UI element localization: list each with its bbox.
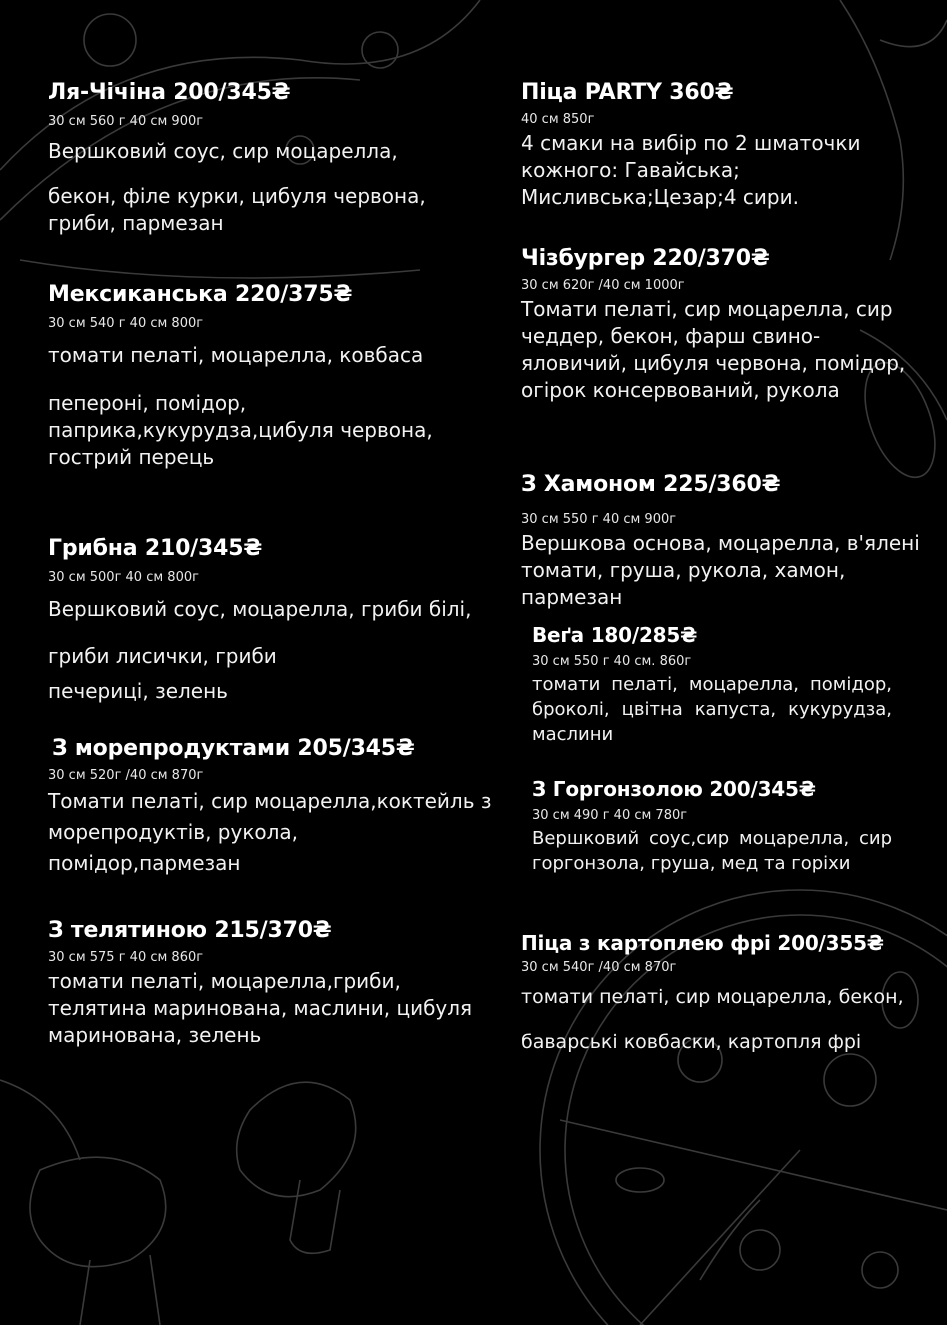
item-title: З Хамоном 225/360₴ bbox=[521, 472, 781, 497]
description-line: телятина маринована, маслини, цибуля bbox=[48, 996, 473, 1020]
description-line: томати пелаті, сир моцарелла, бекон, bbox=[521, 986, 904, 1008]
description-line: пармезан bbox=[521, 585, 623, 609]
description-line: Томати пелаті, сир моцарелла,коктейль з bbox=[48, 789, 492, 813]
item-size: 30 см 560 г 40 см 900г bbox=[48, 114, 204, 129]
item-size: 40 см 850г bbox=[521, 112, 595, 127]
description-line: томати пелаті, моцарелла, ковбаса bbox=[48, 343, 424, 367]
item-size: 30 см 490 г 40 см 780г bbox=[532, 808, 688, 823]
item-title: З Горгонзолою 200/345₴ bbox=[532, 777, 816, 801]
item-description bbox=[521, 296, 905, 404]
item-size: 30 см 620г /40 см 1000г bbox=[521, 278, 685, 293]
menu-item-chizburher bbox=[521, 246, 905, 404]
item-title: З телятиною 215/370₴ bbox=[48, 918, 332, 943]
menu-item-party bbox=[521, 80, 860, 211]
menu-item-horhonzoloyu bbox=[532, 776, 892, 876]
description-line: огірок консервований, рукола bbox=[521, 378, 840, 402]
item-description bbox=[48, 786, 491, 879]
menu-item-vega bbox=[532, 622, 892, 747]
item-title: Чізбургер 220/370₴ bbox=[521, 246, 770, 271]
item-title: Піца PARTY 360₴ bbox=[521, 80, 734, 105]
description-line: яловичий, цибуля червона, помідор, bbox=[521, 351, 906, 375]
description-line: кожного: Гавайська; bbox=[521, 158, 740, 182]
item-size: 30 см 500г 40 см 800г bbox=[48, 570, 199, 585]
description-line: бекон, філе курки, цибуля червона, bbox=[48, 184, 426, 208]
item-description bbox=[532, 826, 892, 876]
description-line: Вершковий соус, моцарелла, гриби білі, bbox=[48, 597, 472, 621]
item-title: Піца з картоплею фрі 200/355₴ bbox=[521, 931, 884, 955]
description-line: томати пелаті, моцарелла, помідор, bbox=[532, 674, 892, 695]
item-size: 30 см 550 г 40 см 900г bbox=[521, 512, 677, 527]
description-line: морепродуктів, рукола, bbox=[48, 820, 299, 844]
item-description bbox=[48, 342, 433, 471]
description-line: чеддер, бекон, фарш свино- bbox=[521, 324, 821, 348]
menu-item-khamonom bbox=[521, 472, 920, 611]
description-line: маслини bbox=[532, 724, 614, 745]
item-size: 30 см 540 г 40 см 800г bbox=[48, 316, 204, 331]
item-description bbox=[48, 968, 472, 1049]
item-description bbox=[521, 130, 860, 211]
description-line: пепероні, помідор, bbox=[48, 391, 247, 415]
item-title: Ля-Чічіна 200/345₴ bbox=[48, 80, 291, 105]
description-line: горгонзола, груша, мед та горіхи bbox=[532, 853, 851, 874]
menu-item-telyatynoyu bbox=[48, 918, 472, 1049]
description-line: Вершковий соус,сир моцарелла, сир bbox=[532, 828, 892, 849]
description-line: баварські ковбаски, картопля фрі bbox=[521, 1031, 862, 1053]
item-size: 30 см 575 г 40 см 860г bbox=[48, 950, 204, 965]
menu-item-moreproduktamy bbox=[48, 736, 491, 879]
item-title: З морепродуктами 205/345₴ bbox=[52, 736, 415, 761]
description-line: Вершковий соус, сир моцарелла, bbox=[48, 139, 398, 163]
item-title: Мексиканська 220/375₴ bbox=[48, 282, 353, 307]
menu-item-la-chichina bbox=[48, 80, 426, 237]
description-line: томати пелаті, моцарелла,гриби, bbox=[48, 969, 401, 993]
description-line: томати, груша, рукола, хамон, bbox=[521, 558, 846, 582]
description-line: печериці, зелень bbox=[48, 679, 228, 703]
item-size: 30 см 520г /40 см 870г bbox=[48, 768, 204, 783]
description-line: паприка,кукурудза,цибуля червона, bbox=[48, 418, 433, 442]
menu-item-hrybna bbox=[48, 536, 471, 705]
description-line: броколі, цвітна капуста, кукурудза, bbox=[532, 699, 892, 720]
item-description bbox=[532, 672, 892, 747]
description-line: Мисливська;Цезар;4 сири. bbox=[521, 185, 799, 209]
description-line: маринована, зелень bbox=[48, 1023, 262, 1047]
item-size: 30 см 540г /40 см 870г bbox=[521, 960, 677, 975]
description-line: гриби лисички, гриби bbox=[48, 644, 277, 668]
item-title: Грибна 210/345₴ bbox=[48, 536, 263, 561]
item-size: 30 см 550 г 40 см. 860г bbox=[532, 654, 692, 669]
description-line: гриби, пармезан bbox=[48, 211, 224, 235]
item-description bbox=[521, 530, 920, 611]
menu-item-kartopleyu-fri bbox=[521, 930, 904, 1056]
description-line: Вершкова основа, моцарелла, в'ялені bbox=[521, 531, 920, 555]
description-line: гострий перець bbox=[48, 445, 215, 469]
item-description bbox=[48, 138, 426, 237]
description-line: 4 смаки на вибір по 2 шматочки bbox=[521, 131, 861, 155]
description-line: помідор,пармезан bbox=[48, 851, 241, 875]
item-title: Веґа 180/285₴ bbox=[532, 623, 698, 647]
item-description bbox=[521, 984, 904, 1056]
description-line: Томати пелаті, сир моцарелла, сир bbox=[521, 297, 893, 321]
item-description bbox=[48, 596, 471, 705]
menu-item-meksykanska bbox=[48, 282, 433, 471]
